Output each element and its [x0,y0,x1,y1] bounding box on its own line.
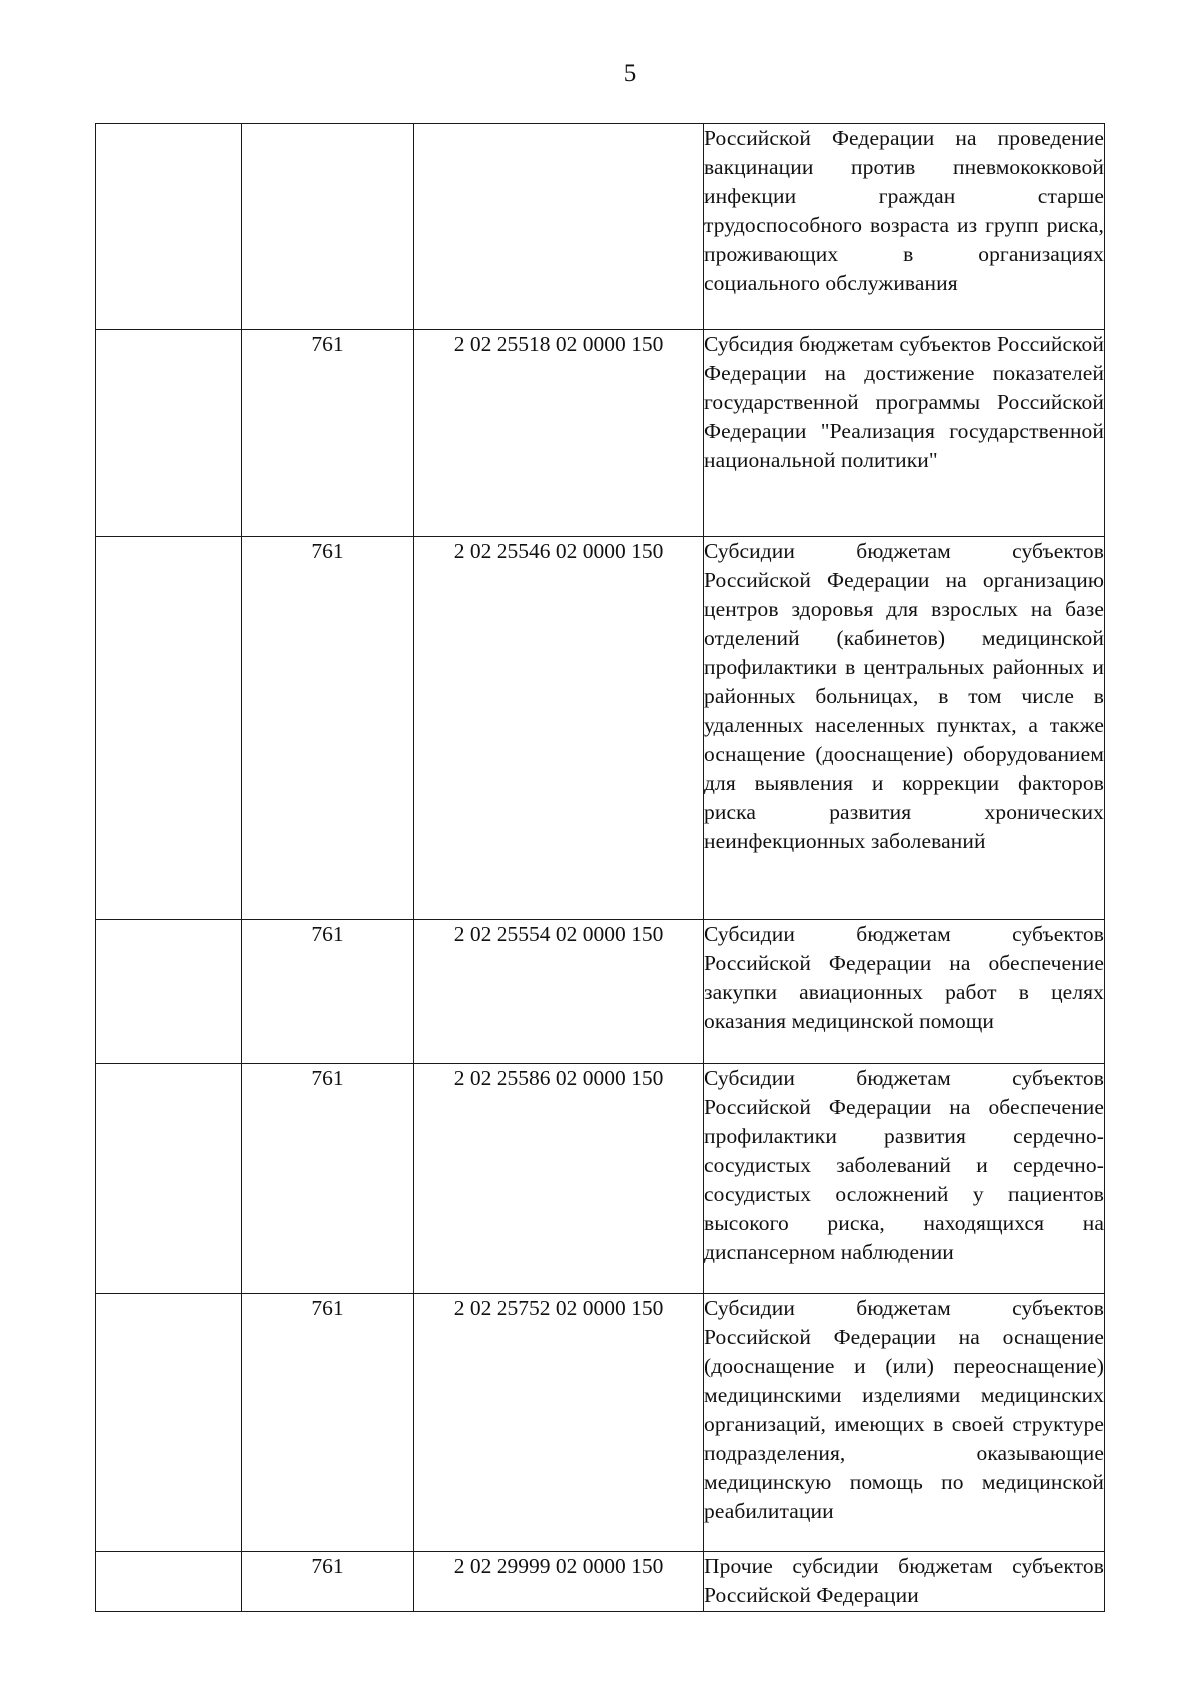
admin-code-cell: 761 [242,920,414,1064]
budget-code-cell [414,124,704,330]
budget-code-cell: 2 02 25518 02 0000 150 [414,330,704,537]
budget-code-cell: 2 02 29999 02 0000 150 [414,1552,704,1612]
table-row [96,1552,1105,1612]
description-cell: Субсидии бюджетам субъектов Российской Федерации на обеспечение закупки авиационных работ в целях оказания медицинской помощи [704,920,1105,1064]
empty-cell [96,1294,242,1552]
description-cell: Субсидии бюджетам субъектов Российской Федерации на оснащение (дооснащение и (или) переоснащение) медицинскими изделиями медицинских организаций, имеющих в своей структуре подразделения, оказывающие медицинскую помощь по медицинской реабилитации [704,1294,1105,1552]
admin-code-cell: 761 [242,537,414,920]
admin-code-cell: 761 [242,330,414,537]
budget-code-cell: 2 02 25546 02 0000 150 [414,537,704,920]
description-cell: Прочие субсидии бюджетам субъектов Российской Федерации [704,1552,1105,1612]
table-row [96,537,1105,920]
table-row [96,920,1105,1064]
empty-cell [96,537,242,920]
empty-cell [96,330,242,537]
empty-cell [96,920,242,1064]
empty-cell [96,124,242,330]
table-row [96,330,1105,537]
admin-code-cell: 761 [242,1294,414,1552]
admin-code-cell [242,124,414,330]
budget-code-cell: 2 02 25554 02 0000 150 [414,920,704,1064]
budget-codes-table [95,123,1105,1612]
empty-cell [96,1552,242,1612]
page-number: 5 [623,60,637,87]
admin-code-cell: 761 [242,1552,414,1612]
description-cell: Субсидии бюджетам субъектов Российской Федерации на организацию центров здоровья для взрослых на базе отделений (кабинетов) медицинской профилактики в центральных районных и районных больницах, в том числе в удаленных населенных пунктах, а также оснащение (дооснащение) оборудованием для выявления и коррекции факторов риска развития хронических неинфекционных заболеваний [704,537,1105,920]
table-row [96,1294,1105,1552]
description-cell: Российской Федерации на проведение вакцинации против пневмококковой инфекции граждан старше трудоспособного возраста из групп риска, проживающих в организациях социального обслуживания [704,124,1105,330]
description-cell: Субсидии бюджетам субъектов Российской Федерации на обеспечение профилактики развития сердечно-сосудистых заболеваний и сердечно-сосудистых осложнений у пациентов высокого риска, находящихся на диспансерном наблюдении [704,1064,1105,1294]
description-cell: Субсидия бюджетам субъектов Российской Федерации на достижение показателей государственной программы Российской Федерации "Реализация государственной национальной политики" [704,330,1105,537]
budget-code-cell: 2 02 25752 02 0000 150 [414,1294,704,1552]
admin-code-cell: 761 [242,1064,414,1294]
budget-code-cell: 2 02 25586 02 0000 150 [414,1064,704,1294]
empty-cell [96,1064,242,1294]
table-row [96,1064,1105,1294]
table-row [96,124,1105,330]
